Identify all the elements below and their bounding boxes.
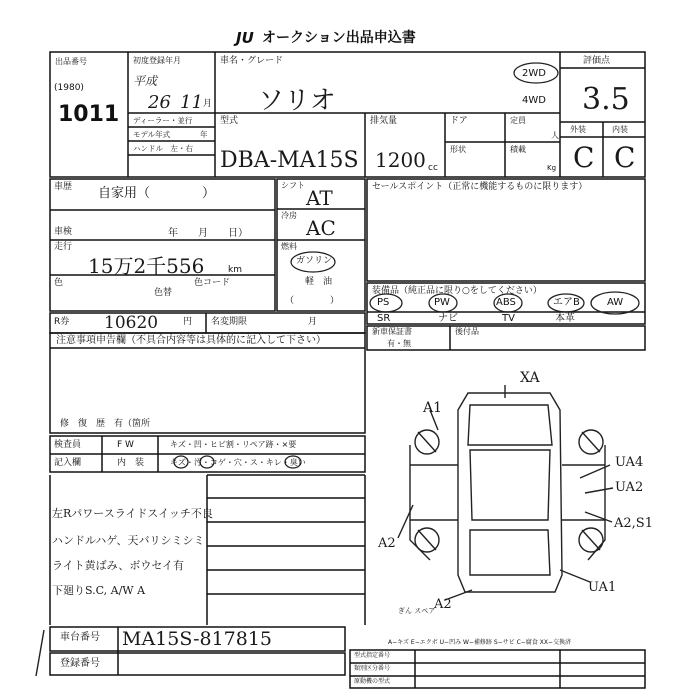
- legend-label-2: 類別区分番号: [354, 665, 391, 672]
- mark-right-2: UA2: [615, 480, 644, 495]
- sales-point-label: セールスポイント（正常に機能するものに限ります）: [372, 182, 588, 192]
- warranty-label: 新車保証書: [372, 327, 412, 336]
- drive-2wd: 2WD: [522, 68, 546, 79]
- history-value: 自家用（ ）: [98, 186, 216, 201]
- inspector-row1: キズ・凹・ヒビ割・リペア跡・×要: [170, 440, 297, 449]
- drive-4wd: 4WD: [522, 95, 546, 106]
- inspection-date: 年 月 日）: [168, 228, 248, 239]
- repair-label: 修 復 歴 有（箇所: [60, 419, 151, 429]
- lot-number: 1011: [58, 102, 120, 127]
- tax-label: R券: [54, 317, 70, 327]
- ext-grade: C: [573, 141, 595, 174]
- score-value: 3.5: [582, 82, 630, 117]
- chassis-label: 車台番号: [60, 632, 100, 643]
- fw-label: F W: [117, 440, 134, 450]
- damage-legend: A−キズ E−エクボ U−凹み W−補修跡 S−サビ C−腐食 XX−交換済: [388, 639, 571, 646]
- model-value: DBA-MA15S: [220, 148, 359, 173]
- note-1: 左Rパワースライドスイッチ不良: [52, 507, 213, 520]
- inspector-label: 検査員: [54, 440, 82, 450]
- displacement-label: 排気量: [370, 116, 398, 126]
- mark-front-left: A1: [423, 400, 443, 416]
- lot-label: 出品番号: [55, 57, 87, 66]
- score-label: 評価点: [583, 56, 611, 66]
- equip-sr: SR: [377, 313, 391, 324]
- equip-leather: 本革: [555, 313, 575, 324]
- capacity-label: 定員: [510, 116, 526, 125]
- handle-label: ハンドル 左・右: [133, 144, 193, 153]
- mark-roof: XA: [520, 370, 540, 386]
- model-label: 型式: [220, 116, 239, 126]
- tax-yen: 円: [183, 317, 193, 327]
- int-grade: C: [614, 141, 636, 174]
- notes-label: 注意事項申告欄（不具合内容等は具体的に記入して下さい）: [56, 335, 326, 346]
- note-2: ハンドルハゲ、天バリシミシミ: [52, 534, 205, 547]
- displacement-value: 1200: [375, 148, 426, 172]
- note-3: ライト黄ばみ、ボウセイ有: [52, 559, 184, 572]
- logo: JU: [236, 29, 254, 47]
- model-year-unit: 年: [200, 130, 208, 139]
- displacement-unit: cc: [428, 163, 438, 173]
- fuel-other: （ ）: [285, 296, 340, 306]
- deadline-label: 名変期限: [211, 317, 248, 327]
- after-market-label: 後付品: [455, 327, 479, 336]
- registration-label: 登録番号: [60, 658, 100, 669]
- color-label: 色: [54, 278, 64, 288]
- equip-tv: TV: [502, 313, 515, 324]
- color-code-label: 色コード: [194, 278, 231, 288]
- legend-label-3: 原動機の型式: [354, 678, 391, 685]
- shift-value: AT: [306, 186, 333, 210]
- load-unit: Kg: [547, 164, 557, 172]
- equip-navi: ナビ: [438, 313, 458, 324]
- shift-label: シフト: [281, 181, 305, 190]
- mark-right-1: UA4: [615, 455, 644, 470]
- inspection-label: 車検: [54, 227, 73, 237]
- tax-value: 10620: [104, 313, 159, 333]
- fuel-light-oil: 軽 油: [305, 277, 333, 287]
- fuel-label: 燃料: [281, 242, 297, 251]
- reg-label: 初度登録年月: [133, 56, 181, 65]
- equip-abs: ABS: [496, 297, 516, 308]
- car-name-label: 車名・グレード: [220, 56, 284, 66]
- reg-era: 平成: [133, 74, 158, 88]
- lot-code: (1980): [54, 83, 84, 93]
- mileage-unit: km: [228, 265, 242, 275]
- car-name: ソリオ: [258, 86, 336, 116]
- mark-left: A2: [378, 536, 396, 551]
- model-year-label: モデル年式: [133, 130, 171, 139]
- reg-month-unit: 月: [203, 99, 213, 109]
- int-label: 内装: [612, 125, 628, 134]
- legend-label-1: 型式指定番号: [354, 652, 391, 659]
- equip-aw: AW: [607, 297, 624, 308]
- equipment-label: 装備品（純正品に限り○をしてください）: [372, 286, 542, 296]
- equip-ps: PS: [377, 297, 390, 308]
- color-change-label: 色替: [154, 288, 173, 298]
- deadline-month: 月: [308, 317, 318, 327]
- entry-label: 記入欄: [54, 458, 82, 468]
- note-4: 下廻りS.C, A/W A: [52, 584, 146, 597]
- cooler-value: AC: [306, 216, 336, 240]
- capacity-unit: 人: [551, 131, 559, 140]
- fuel-gasoline: ガソリン: [296, 256, 333, 266]
- sheet-title: オークション出品申込書: [262, 30, 416, 46]
- mark-rear: A2: [434, 597, 452, 612]
- equip-airbag: エアB: [553, 297, 580, 308]
- warranty-opt: 有・無: [387, 339, 411, 348]
- door-label: ドア: [450, 116, 468, 126]
- load-label: 積載: [510, 145, 526, 154]
- mark-right-3: A2,S1: [614, 516, 653, 531]
- inspector-row2: キズ・汚・コゲ・穴・ス・キレ・臭い: [170, 458, 306, 467]
- history-label: 車歴: [54, 182, 73, 192]
- mileage-label: 走行: [54, 242, 73, 252]
- mileage-value: 15万2千556: [88, 254, 205, 278]
- ext-label: 外装: [570, 125, 586, 134]
- equip-pw: PW: [434, 297, 450, 308]
- chassis-number: MA15S-817815: [122, 628, 273, 650]
- interior-label: 内 装: [117, 458, 145, 468]
- dealer-label: ディーラー・並行: [133, 116, 193, 125]
- reg-year: 26: [148, 92, 171, 113]
- mark-rear-right: UA1: [588, 580, 617, 595]
- shape-label: 形状: [450, 145, 466, 154]
- reg-month: 11: [180, 92, 203, 113]
- cooler-label: 冷房: [281, 211, 297, 220]
- spare-stamp: ぎん スペア: [398, 607, 436, 615]
